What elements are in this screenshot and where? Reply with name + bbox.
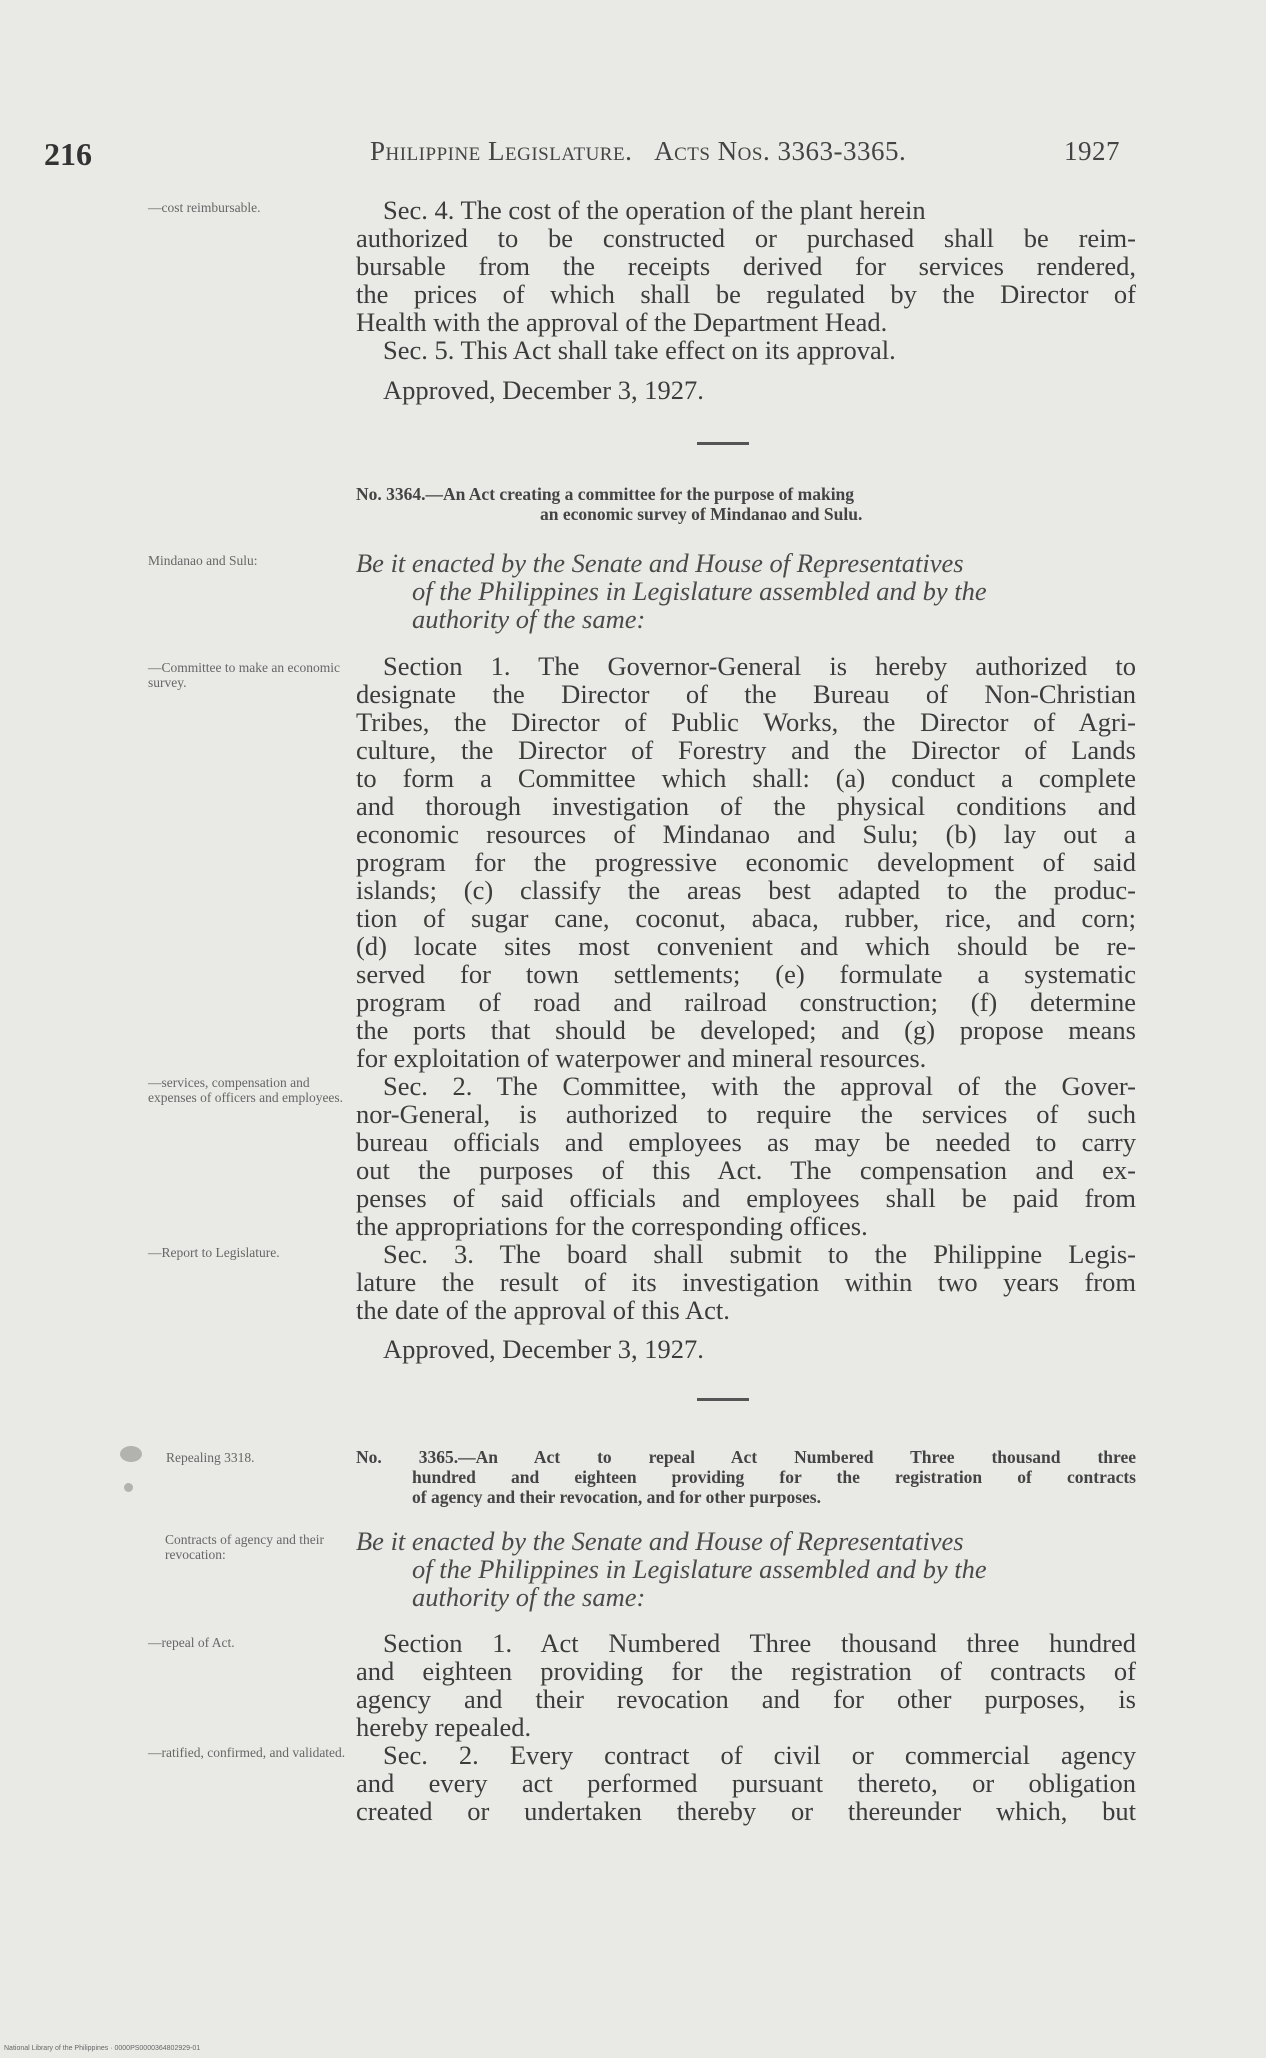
body-line: Sec. 5. This Act shall take effect on its approval. xyxy=(383,335,896,365)
body-line: the ports that should be developed; and (g) propose means xyxy=(356,1015,1136,1045)
scan-credit: National Library of the Philippines · 0000PS0000364802929-01 xyxy=(4,2045,201,2052)
page-number: 216 xyxy=(44,136,92,172)
body-line: Health with the approval of the Department Head. xyxy=(356,307,888,337)
section-divider xyxy=(697,442,749,445)
running-year: 1927 xyxy=(1064,136,1120,166)
body-line: agency and their revocation and for other purposes, is xyxy=(356,1684,1136,1714)
running-head xyxy=(370,136,1120,167)
body-line: Sec. 4. The cost of the operation of the plant herein xyxy=(383,195,926,225)
enacting-clause: authority of the same: xyxy=(412,604,646,634)
body-line: Sec. 2. The Committee, with the approval of the Gover- xyxy=(383,1071,1136,1101)
act-title-3365: of agency and their revocation, and for other purposes. xyxy=(412,1487,821,1507)
act-title-3364-line1: No. 3364.—An Act creating a committee for the purpose of making xyxy=(356,484,855,504)
act-title-3365: hundred and eighteen providing for the registration of contracts xyxy=(412,1467,1136,1487)
sidenote-ratified: —ratified, confirmed, and validated. xyxy=(148,1745,346,1760)
running-acts: Acts Nos. 3363-3365. xyxy=(654,136,907,166)
body-line: to form a Committee which shall: (a) conduct a complete xyxy=(356,763,1136,793)
body-line: for exploitation of waterpower and mineral resources. xyxy=(356,1043,927,1073)
act-title-3364-line2: an economic survey of Mindanao and Sulu. xyxy=(540,504,863,524)
body-line: the prices of which shall be regulated by the Director of xyxy=(356,279,1136,309)
ink-stain xyxy=(120,1446,142,1462)
body-line: designate the Director of the Bureau of Non-Christian xyxy=(356,679,1136,709)
body-line: islands; (c) classify the areas best adapted to the produc- xyxy=(356,875,1136,905)
body-line: Section 1. Act Numbered Three thousand three hundred xyxy=(383,1628,1136,1658)
body-line: the appropriations for the corresponding offices. xyxy=(356,1211,868,1241)
body-line: tion of sugar cane, coconut, abaca, rubber, rice, and corn; xyxy=(356,903,1136,933)
sidenote-committee: —Committee to make an economic survey. xyxy=(148,660,340,690)
approved-date-3364: Approved, December 3, 1927. xyxy=(383,1334,704,1364)
body-line: (d) locate sites most convenient and which should be re- xyxy=(356,931,1136,961)
body-line: the date of the approval of this Act. xyxy=(356,1295,730,1325)
body-line: created or undertaken thereby or thereunder which, but xyxy=(356,1796,1136,1826)
body-line: and eighteen providing for the registration of contracts of xyxy=(356,1656,1136,1686)
body-line: lature the result of its investigation within two years from xyxy=(356,1267,1136,1297)
enacting-clause: of the Philippines in Legislature assembled and by the xyxy=(412,576,987,606)
body-line: program of road and railroad construction; (f) determine xyxy=(356,987,1136,1017)
body-line: bureau officials and employees as may be needed to carry xyxy=(356,1127,1136,1157)
body-line: and thorough investigation of the physical conditions and xyxy=(356,791,1136,821)
sidenote-repeal: —repeal of Act. xyxy=(148,1635,235,1650)
running-title: Philippine Legislature. xyxy=(370,136,633,166)
body-line: nor-General, is authorized to require the services of such xyxy=(356,1099,1136,1129)
body-line: and every act performed pursuant thereto, or obligation xyxy=(356,1768,1136,1798)
enacting-clause: authority of the same: xyxy=(412,1582,646,1612)
body-line: penses of said officials and employees shall be paid from xyxy=(356,1183,1136,1213)
body-line: program for the progressive economic development of said xyxy=(356,847,1136,877)
act-title-3365: No. 3365.—An Act to repeal Act Numbered Three thousand three xyxy=(356,1447,1136,1467)
sidenote-report: —Report to Legislature. xyxy=(148,1245,280,1260)
body-line: out the purposes of this Act. The compensation and ex- xyxy=(356,1155,1136,1185)
sidenote-mindanao: Mindanao and Sulu: xyxy=(148,553,258,568)
body-line: hereby repealed. xyxy=(356,1712,532,1742)
enacting-clause: of the Philippines in Legislature assembled and by the xyxy=(412,1554,987,1584)
body-line: Sec. 3. The board shall submit to the Philippine Legis- xyxy=(383,1239,1136,1269)
body-line: Sec. 2. Every contract of civil or commercial agency xyxy=(383,1740,1136,1770)
sidenote-contracts: Contracts of agency and their revocation: xyxy=(165,1532,324,1562)
body-line: economic resources of Mindanao and Sulu; (b) lay out a xyxy=(356,819,1136,849)
body-line: Tribes, the Director of Public Works, the Director of Agri- xyxy=(356,707,1136,737)
enacting-clause: Be it enacted by the Senate and House of Representatives xyxy=(356,548,964,578)
sidenote-repealing: Repealing 3318. xyxy=(166,1450,255,1465)
body-line: served for town settlements; (e) formulate a systematic xyxy=(356,959,1136,989)
enacting-clause: Be it enacted by the Senate and House of Representatives xyxy=(356,1526,964,1556)
sidenote-cost: —cost reimbursable. xyxy=(148,200,261,215)
body-line: authorized to be constructed or purchased shall be reim- xyxy=(356,223,1136,253)
body-line: culture, the Director of Forestry and the Director of Lands xyxy=(356,735,1136,765)
sidenote-services: —services, compensation and expenses of officers and employees. xyxy=(148,1075,344,1105)
body-line: Section 1. The Governor-General is hereby authorized to xyxy=(383,651,1136,681)
ink-stain xyxy=(124,1483,133,1492)
body-line: bursable from the receipts derived for services rendered, xyxy=(356,251,1136,281)
approved-date-3363: Approved, December 3, 1927. xyxy=(383,375,704,405)
section-divider xyxy=(697,1398,749,1401)
